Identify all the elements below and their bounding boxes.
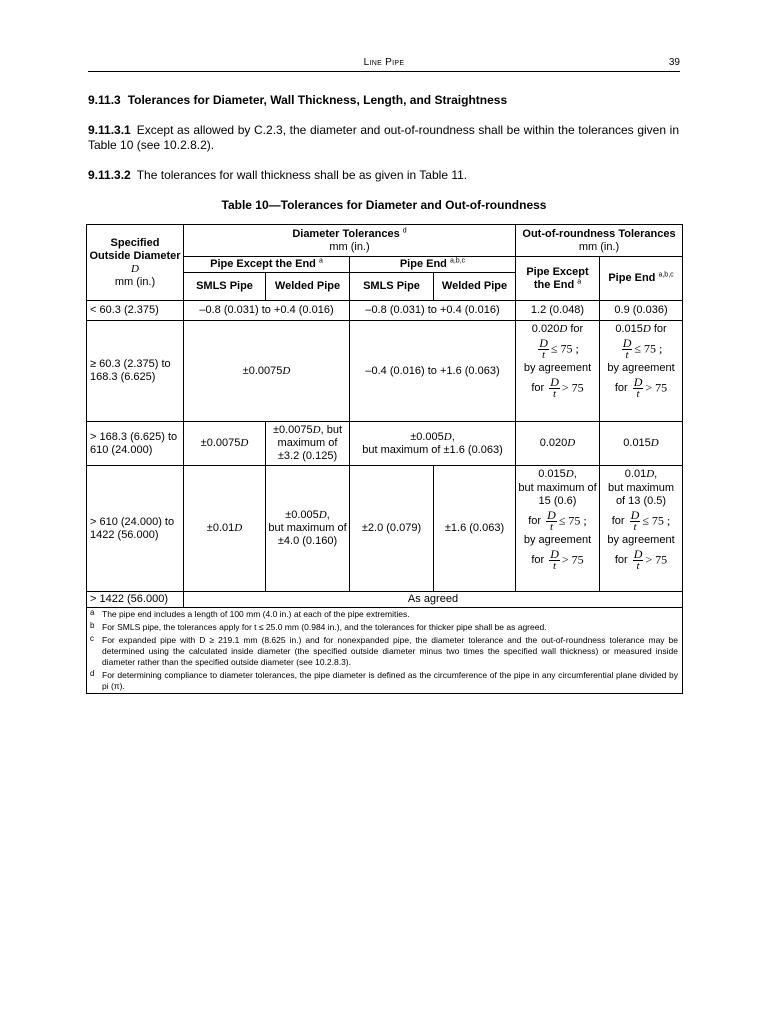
condition: ≤ 75 ; <box>550 341 579 356</box>
footnote-ref: a <box>577 277 582 285</box>
footnote-text: For expanded pipe with D ≥ 219.1 mm (8.625 in.) and for nonexpanded pipe, the diameter tolerance and the out-of-roundness tolerance may be determined using the calculated inside diameter (the specified outside diameter minus two times the specified wall thickness) or measured inside diameter rather than the specified outside diameter (see 10.2.8.3). <box>102 635 679 667</box>
footnote-a <box>87 608 682 621</box>
header-pipe-end <box>350 257 516 273</box>
table-title: Table 10—Tolerances for Diameter and Out-of-roundness <box>221 198 547 212</box>
cell-value: ±0.01 <box>206 522 235 534</box>
fraction-denominator: t <box>553 388 557 400</box>
fraction <box>549 376 560 400</box>
table-header-row <box>87 225 683 257</box>
fraction-numerator: D <box>539 336 548 350</box>
header-oor-tolerances <box>516 225 683 257</box>
header-unit: mm (in.) <box>578 240 620 253</box>
cell-value: ±0.0075 <box>200 437 241 449</box>
cell-smls <box>184 466 266 592</box>
cell-welded <box>266 466 350 592</box>
header-label: Pipe End <box>399 258 447 270</box>
header-label: Out-of-roundness Tolerances <box>522 227 676 240</box>
fraction-numerator: D <box>547 508 556 522</box>
fraction-denominator: t <box>553 560 557 572</box>
fraction-denominator: t <box>636 560 640 572</box>
cell-symbol: D <box>443 430 452 443</box>
cell-symbol: D <box>312 424 321 436</box>
cell-text: but maximum of 13 (0.5) <box>607 482 675 507</box>
header-welded-pipe: Welded Pipe <box>434 273 516 301</box>
paragraph-9-11-3-2 <box>88 168 679 183</box>
cell-value: ±0.005 <box>285 509 319 521</box>
cell-end-smls: ±2.0 (0.079) <box>350 466 434 592</box>
cell-value: 0.015 <box>615 323 643 335</box>
fraction-numerator: D <box>633 375 643 389</box>
footnotes <box>87 608 683 694</box>
by-agreement: by agreement <box>523 534 592 546</box>
cell-text: but maximum of 15 (0.6) <box>518 482 597 507</box>
header-label: Pipe Except the End <box>210 258 316 270</box>
footnote-mark: a <box>90 608 95 617</box>
cell-symbol: D <box>567 437 576 449</box>
cell-except-end: –0.8 (0.031) to +0.4 (0.016) <box>184 301 350 321</box>
for-label: for <box>531 381 545 394</box>
header-smls-pipe: SMLS Pipe <box>184 273 266 301</box>
cell-as-agreed: As agreed <box>184 592 683 608</box>
cell-od: > 610 (24.000) to 1422 (56.000) <box>87 466 184 592</box>
cell-symbol: D <box>565 468 574 480</box>
cell-text: , but maximum of <box>277 424 343 449</box>
by-agreement: by agreement <box>523 362 592 374</box>
section-number: 9.11.3 <box>88 93 121 107</box>
footnote-mark: b <box>90 621 95 630</box>
for-label: for <box>528 514 542 527</box>
header-oor-pipe-end <box>600 257 683 301</box>
cell-suffix: , <box>654 468 658 480</box>
cell-oor-except-end: 1.2 (0.048) <box>516 301 600 321</box>
cell-end-welded: ±1.6 (0.063) <box>434 466 516 592</box>
cell-oor-end <box>600 466 683 592</box>
cell-symbol: D <box>318 509 327 521</box>
condition: > 75 <box>561 380 584 395</box>
footnotes-row <box>87 608 683 694</box>
fraction-denominator: t <box>625 349 629 361</box>
fraction-numerator: D <box>550 375 559 389</box>
condition: ≤ 75 ; <box>642 513 671 528</box>
condition: ≤ 75 ; <box>558 513 587 528</box>
fraction <box>549 548 560 572</box>
footnote-ref: d <box>402 226 407 234</box>
by-agreement: by agreement <box>607 362 675 374</box>
cell-welded <box>266 422 350 466</box>
cell-value: 0.015 <box>538 468 566 480</box>
table-row <box>87 301 683 321</box>
condition: > 75 <box>645 552 668 567</box>
cell-end: –0.4 (0.016) to +1.6 (0.063) <box>350 321 516 422</box>
fraction-numerator: D <box>633 547 643 561</box>
fraction-numerator: D <box>622 336 632 350</box>
cell-value: ±0.005 <box>410 430 444 443</box>
cell-smls <box>184 422 266 466</box>
fraction-denominator: t <box>549 521 554 533</box>
fraction-denominator: t <box>636 388 640 400</box>
header-label: Pipe Except the End <box>526 265 589 291</box>
cell-symbol: D <box>559 323 568 335</box>
fraction <box>633 548 644 572</box>
condition: ≤ 75 ; <box>634 341 663 356</box>
paragraph-9-11-3-1 <box>88 123 679 153</box>
fraction-denominator: t <box>542 349 546 361</box>
cell-value: 0.015 <box>623 437 651 449</box>
footnote-mark: d <box>90 669 95 678</box>
for-label: for <box>611 514 625 527</box>
footnote-ref: a,b,c <box>449 257 466 265</box>
cell-text: , <box>451 430 455 443</box>
footnote-b <box>87 621 682 634</box>
header-rule <box>88 71 680 72</box>
footnote-ref: a,b,c <box>658 271 674 279</box>
footnote-d <box>87 669 682 693</box>
by-agreement: by agreement <box>607 534 675 546</box>
section-title: Tolerances for Diameter, Wall Thickness, Length, and Straightness <box>127 93 508 107</box>
header-unit: mm (in.) <box>329 240 370 253</box>
cell-symbol: D <box>240 437 249 449</box>
fraction <box>622 337 633 361</box>
cell-end: –0.8 (0.031) to +0.4 (0.016) <box>350 301 516 321</box>
cell-od: < 60.3 (2.375) <box>87 301 184 321</box>
cell-value: ±0.0075 <box>272 424 313 436</box>
header-oor-pipe-except-end <box>516 257 600 301</box>
cell-symbol: D <box>642 323 651 335</box>
paragraph-number: 9.11.3.1 <box>88 123 131 137</box>
header-unit: mm (in.) <box>114 275 156 288</box>
header-label: Specified Outside Diameter <box>89 236 181 262</box>
cell-oor-except-end <box>516 321 600 422</box>
running-title: Line Pipe <box>363 57 405 68</box>
fraction <box>546 509 557 533</box>
for-label: for <box>531 553 545 566</box>
cell-text: ±3.2 (0.125) <box>277 450 338 462</box>
cell-suffix: for <box>570 323 584 335</box>
cell-oor-end <box>600 422 683 466</box>
header-welded-pipe: Welded Pipe <box>266 273 350 301</box>
cell-text: but maximum of ±1.6 (0.063) <box>362 443 503 456</box>
fraction <box>538 337 549 361</box>
condition: > 75 <box>561 552 584 567</box>
cell-value: 0.01 <box>624 468 647 480</box>
paragraph-number: 9.11.3.2 <box>88 168 131 182</box>
cell-od: > 1422 (56.000) <box>87 592 184 608</box>
cell-text: but maximum of ±4.0 (0.160) <box>268 522 347 547</box>
running-head <box>88 57 680 71</box>
header-diameter-tolerances <box>184 225 516 257</box>
tolerance-table-wrapper <box>86 224 682 694</box>
fraction-numerator: D <box>630 508 640 522</box>
footnote-text: The pipe end includes a length of 100 mm (4.0 in.) at each of the pipe extremities. <box>102 609 410 619</box>
cell-oor-end: 0.9 (0.036) <box>600 301 683 321</box>
cell-end <box>350 422 516 466</box>
paragraph-text: The tolerances for wall thickness shall be as given in Table 11. <box>136 168 468 182</box>
condition: > 75 <box>645 380 668 395</box>
section-heading <box>88 93 507 107</box>
table-row <box>87 321 683 422</box>
cell-oor-except-end <box>516 466 600 592</box>
header-smls-pipe: SMLS Pipe <box>350 273 434 301</box>
tolerance-table <box>86 224 683 694</box>
cell-symbol: D <box>234 522 243 534</box>
cell-except-end <box>184 321 350 422</box>
footnote-c <box>87 634 682 669</box>
cell-suffix: for <box>653 323 667 335</box>
cell-symbol: D <box>646 468 655 480</box>
footnote-text: For SMLS pipe, the tolerances apply for t ≤ 25.0 mm (0.984 in.), and the tolerances for thicker pipe shall be as agreed. <box>102 622 547 632</box>
footnote-ref: a <box>318 257 323 265</box>
cell-oor-except-end <box>516 422 600 466</box>
header-pipe-except-end <box>184 257 350 273</box>
footnote-mark: c <box>90 634 94 643</box>
fraction <box>630 509 641 533</box>
table-row <box>87 422 683 466</box>
page-number: 39 <box>668 57 680 68</box>
cell-value: 0.020 <box>531 323 560 335</box>
cell-symbol: D <box>282 364 291 377</box>
header-label: Diameter Tolerances <box>292 227 400 240</box>
cell-value: ±0.0075 <box>242 364 283 377</box>
for-label: for <box>614 381 628 394</box>
cell-oor-end <box>600 321 683 422</box>
fraction-numerator: D <box>550 547 559 561</box>
cell-od: > 168.3 (6.625) to 610 (24.000) <box>87 422 184 466</box>
paragraph-text: Except as allowed by C.2.3, the diameter and out-of-roundness shall be within the tolerances given in Table 10 (see 10.2.8.2). <box>88 123 679 152</box>
table-row <box>87 592 683 608</box>
header-label: Pipe End <box>608 272 656 284</box>
fraction <box>633 376 644 400</box>
cell-value: 0.020 <box>539 437 568 449</box>
cell-symbol: D <box>650 437 659 449</box>
cell-suffix: , <box>573 468 577 480</box>
cell-text: , <box>326 509 330 521</box>
fraction-denominator: t <box>633 521 637 533</box>
cell-od: ≥ 60.3 (2.375) to 168.3 (6.625) <box>87 321 184 422</box>
footnote-text: For determining compliance to diameter tolerances, the pipe diameter is defined as the circumference of the pipe in any circumferential plane divided by pi (π). <box>102 670 679 691</box>
header-specified-od <box>87 225 184 301</box>
header-symbol: D <box>131 262 139 275</box>
table-row <box>87 466 683 592</box>
for-label: for <box>614 553 628 566</box>
